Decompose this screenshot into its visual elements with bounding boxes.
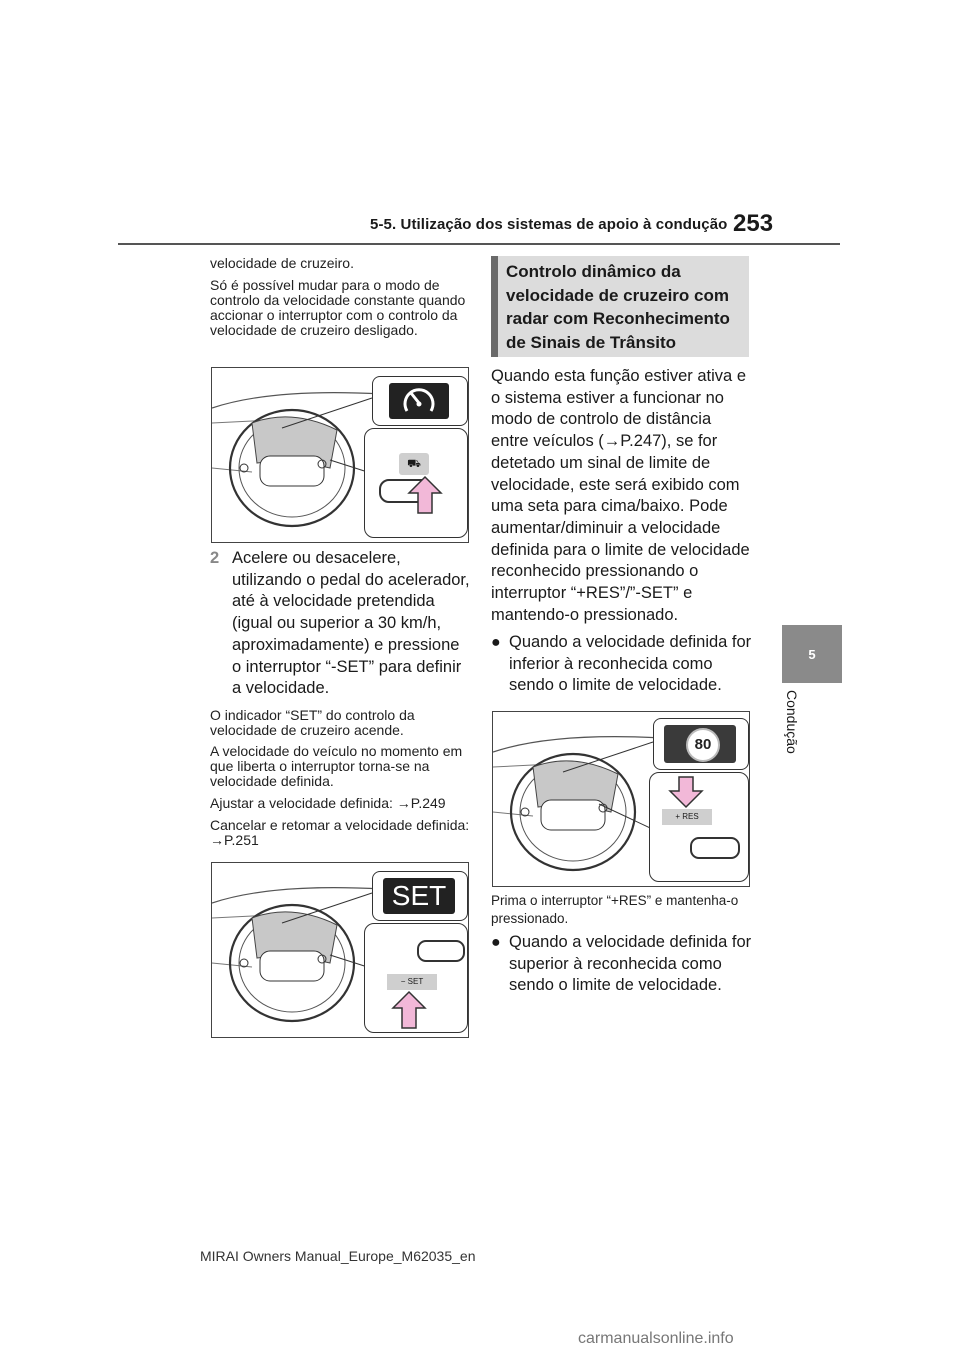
switch-callout-2 bbox=[364, 923, 468, 1033]
speed-sign-display bbox=[664, 725, 736, 763]
ref-cancel-resume[interactable]: Cancelar e retomar a velocidade definida: →P.251 bbox=[210, 817, 470, 848]
bullet-text-higher: Quando a velocidade definida for superior à reconhecida como sendo o limite de velocidade. bbox=[509, 933, 752, 995]
bullet-icon: ● bbox=[491, 634, 501, 651]
figure-cruise-switch bbox=[211, 367, 469, 543]
chapter-label-text: Condução bbox=[784, 690, 800, 754]
switch-callout-3 bbox=[649, 772, 749, 882]
paragraph-continuation: velocidade de cruzeiro. bbox=[210, 255, 354, 271]
speed-sign-callout bbox=[653, 718, 749, 770]
bullet-icon-2: ● bbox=[491, 934, 501, 951]
chapter-tab[interactable] bbox=[782, 625, 842, 683]
bullet-item-higher bbox=[491, 932, 753, 997]
switch-callout bbox=[364, 428, 468, 538]
bullet-item-lower bbox=[491, 632, 753, 697]
step-2 bbox=[210, 548, 472, 700]
plus-res-switch: + RES bbox=[662, 809, 712, 825]
figure-res-switch bbox=[492, 711, 750, 887]
minus-set-switch: − SET bbox=[387, 974, 437, 990]
cruise-lever-2 bbox=[417, 940, 465, 962]
section-heading: Controlo dinâmico da velocidade de cruzeiro com radar com Reconhecimento de Sinais de Trânsito bbox=[491, 256, 749, 357]
pull-arrow-icon bbox=[668, 775, 704, 809]
body-paragraph: Quando esta função estiver ativa e o sistema estiver a funcionar no modo de controlo de distância entre veículos (→P.247), se for detetado um sinal de limite de velocidade, este será exibido com uma seta para cima/baixo. Pode aumentar/diminuir a velocidade definida para o limite de velocidade reconhecido pressionando o interruptor “+RES”/”-SET” e mantendo-o pressionado. bbox=[491, 367, 750, 624]
section-title: 5-5. Utilização dos sistemas de apoio à condução bbox=[370, 216, 728, 233]
figure-set-switch bbox=[211, 862, 469, 1038]
step-2-text: Acelere ou desacelere, utilizando o pedal do acelerador, até à velocidade pretendida (igual ou superior a 30 km/h, aproximadamente) e pressione o interruptor “-SET” para definir a velocidade. bbox=[232, 549, 470, 698]
chapter-number: 5 bbox=[808, 646, 816, 662]
note-set-indicator: O indicador “SET” do controlo da velocidade de cruzeiro acende. bbox=[210, 707, 415, 738]
set-indicator: SET bbox=[383, 878, 455, 914]
ref-adjust-speed[interactable]: Ajustar a velocidade definida: →P.249 bbox=[210, 795, 446, 811]
watermark: carmanualsonline.info bbox=[578, 1330, 734, 1347]
set-indicator-callout bbox=[372, 871, 468, 921]
cruise-indicator-icon bbox=[389, 383, 449, 419]
note-set-speed: A velocidade do veículo no momento em que liberta o interruptor torna-se na velocidade definida. bbox=[210, 743, 463, 789]
push-arrow-icon-2 bbox=[391, 990, 427, 1030]
page-number: 253 bbox=[733, 210, 774, 237]
chapter-label bbox=[778, 690, 806, 770]
speed-limit-sign: 80 bbox=[686, 728, 720, 762]
paragraph-note: Só é possível mudar para o modo de controlo da velocidade constante quando accionar o interruptor com o controlo da velocidade de cruzeiro desligado. bbox=[210, 277, 466, 338]
figure-caption: Prima o interruptor “+RES” e mantenha-o pressionado. bbox=[491, 893, 739, 926]
cruise-icon-callout bbox=[372, 376, 468, 426]
cruise-lever-3 bbox=[690, 837, 740, 859]
step-2-number: 2 bbox=[210, 549, 220, 567]
bullet-text-lower: Quando a velocidade definida for inferior à reconhecida como sendo o limite de velocidade. bbox=[509, 633, 752, 695]
push-arrow-icon bbox=[407, 475, 443, 515]
distance-switch-icon: ⛟ bbox=[399, 453, 429, 475]
footer-text: MIRAI Owners Manual_Europe_M62035_en bbox=[200, 1248, 476, 1264]
header-rule bbox=[118, 243, 840, 245]
